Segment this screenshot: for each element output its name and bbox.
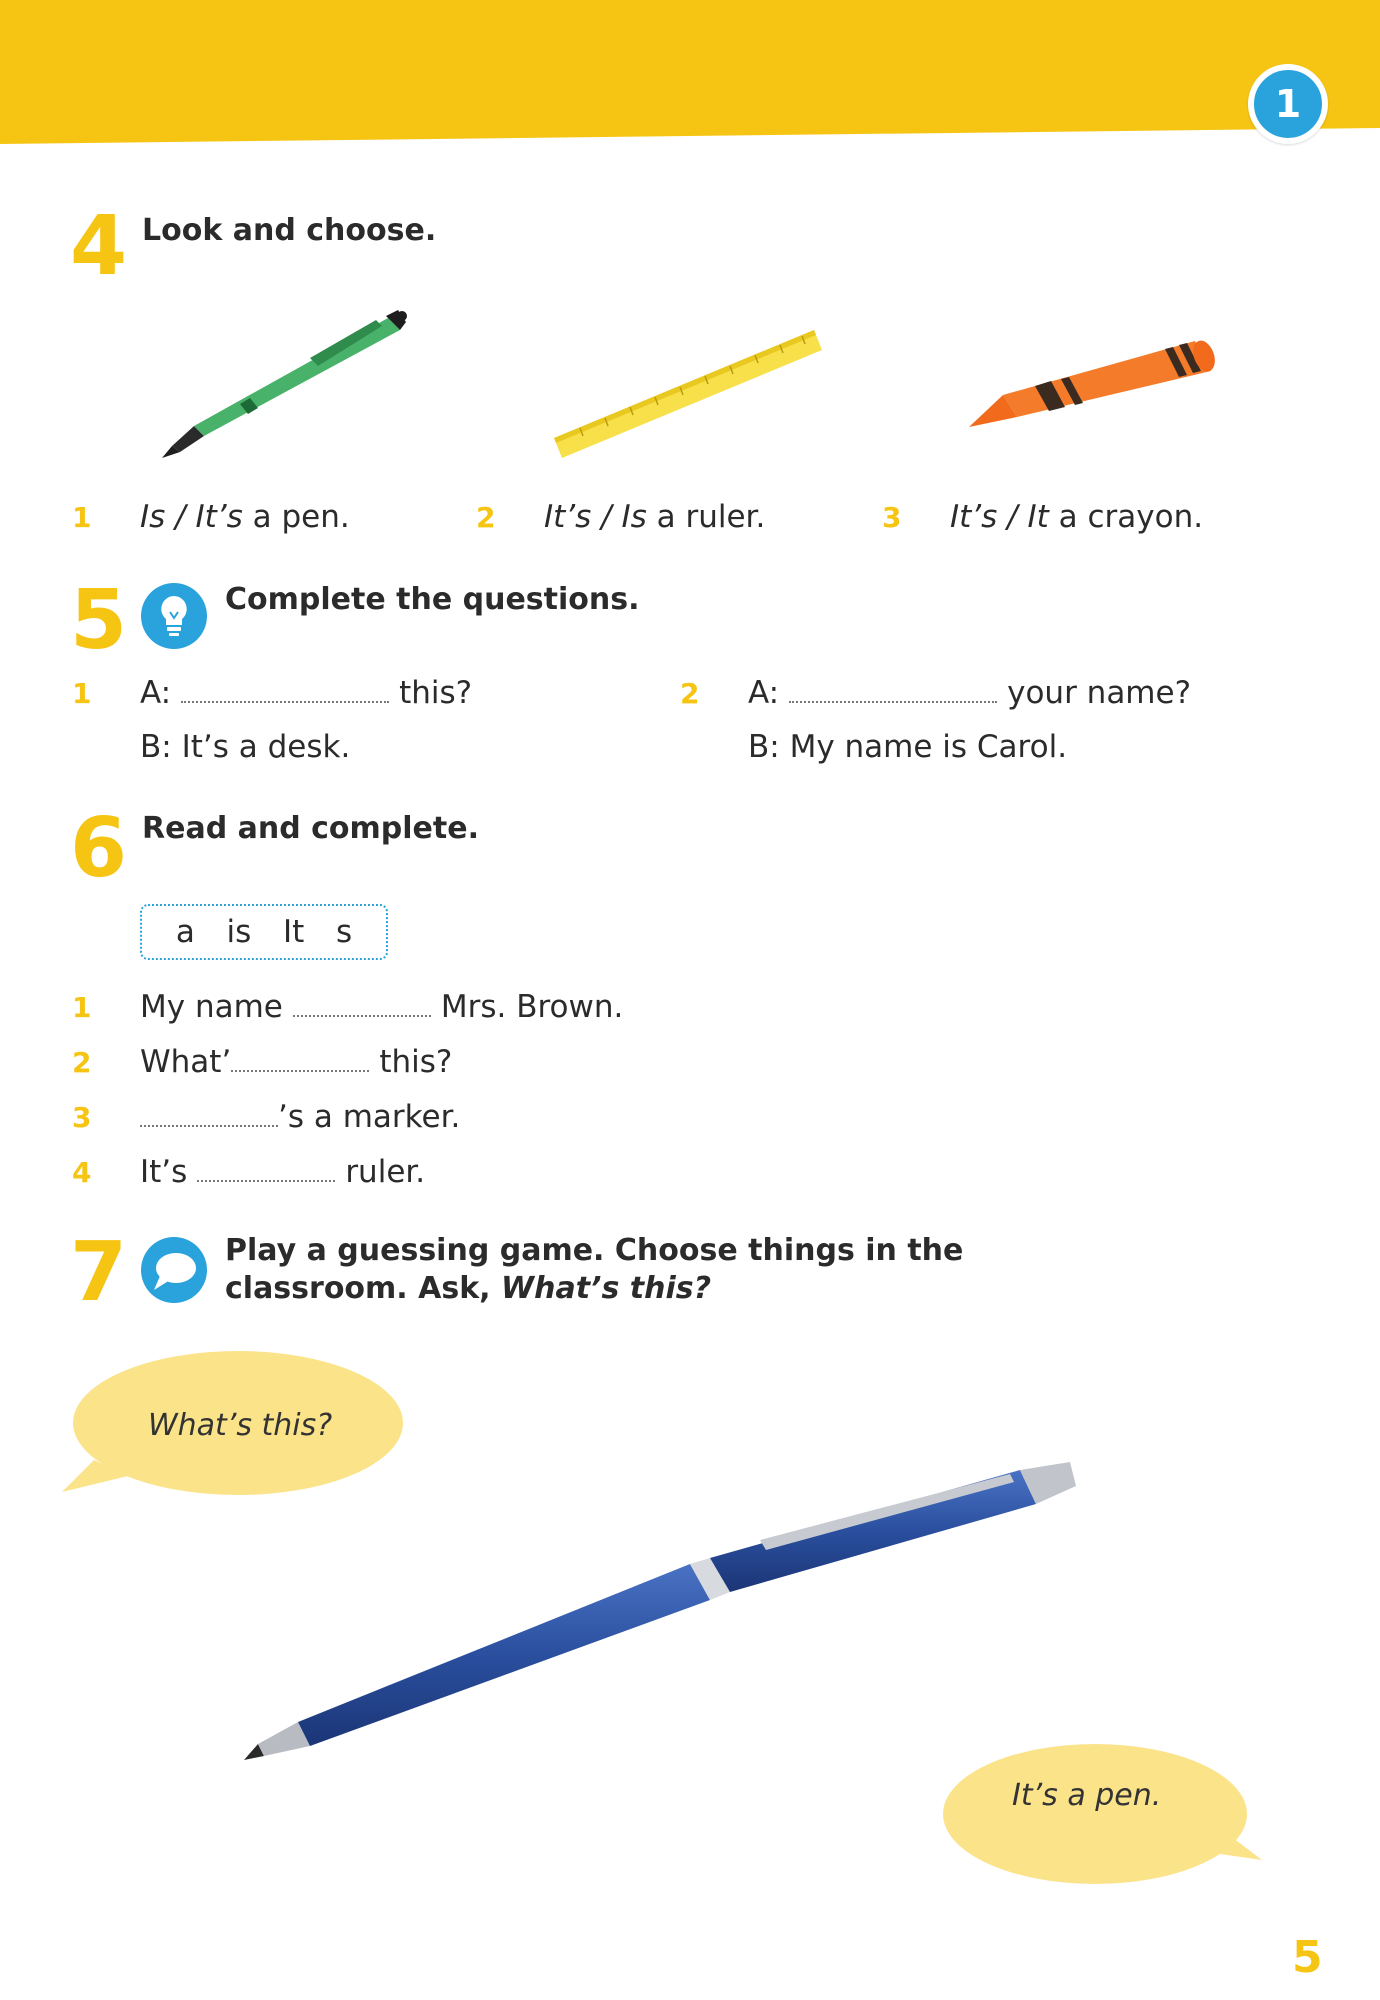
answer-blank[interactable] xyxy=(181,679,389,703)
word-bank-item: It xyxy=(282,914,305,950)
exercise-4-item-2: It’s / Is a ruler. xyxy=(544,499,766,535)
exercise-5-item-2-question: A: your name? xyxy=(748,675,1192,711)
answer-blank[interactable] xyxy=(231,1048,369,1072)
exercise-5-item-2-number: 2 xyxy=(680,677,700,710)
exercise-4-item-1-number: 1 xyxy=(72,501,92,534)
word-bank-item: s xyxy=(335,914,353,950)
choice-option-a[interactable]: It’s xyxy=(950,499,998,535)
exercise-7-number: 7 xyxy=(70,1225,128,1320)
orange-crayon-image xyxy=(965,325,1225,435)
word-bank-item: a xyxy=(175,914,195,950)
exercise-6-number: 6 xyxy=(70,801,128,896)
choice-option-b[interactable]: It’s xyxy=(195,499,243,535)
answer-blank[interactable] xyxy=(140,1103,278,1127)
answer-blank[interactable] xyxy=(789,679,997,703)
exercise-5-item-1-number: 1 xyxy=(72,677,92,710)
top-banner xyxy=(0,0,1380,148)
exercise-7-title: Play a guessing game. Choose things in the classroom. Ask, What’s this? xyxy=(225,1233,964,1306)
exercise-5-item-1-question: A: this? xyxy=(140,675,473,711)
exercise-6-item-1-number: 1 xyxy=(72,991,92,1024)
choice-option-a[interactable]: It’s xyxy=(544,499,592,535)
unit-badge: 1 xyxy=(1248,64,1328,144)
exercise-4-item-3-number: 3 xyxy=(882,501,902,534)
blue-pen-image xyxy=(240,1460,1080,1770)
exercise-4-number: 4 xyxy=(70,199,128,294)
page-number: 5 xyxy=(1292,1932,1323,1983)
word-bank-item: is xyxy=(226,914,252,950)
exercise-4-item-1: Is / It’s a pen. xyxy=(140,499,350,535)
question-bubble-text: What’s this? xyxy=(148,1408,333,1443)
exercise-5-item-2-answer: B: My name is Carol. xyxy=(748,729,1068,765)
exercise-4-item-2-number: 2 xyxy=(476,501,496,534)
exercise-5-title: Complete the questions. xyxy=(225,582,640,617)
exercise-5-item-1-answer: B: It’s a desk. xyxy=(140,729,351,765)
green-pen-image xyxy=(150,300,420,470)
exercise-6-item-4-number: 4 xyxy=(72,1156,92,1189)
exercise-6-item-2: What’ this? xyxy=(140,1044,453,1080)
speech-bubble-icon xyxy=(140,1236,208,1304)
exercise-6-item-3: ’s a marker. xyxy=(140,1102,460,1133)
exercise-6-item-1: My name Mrs. Brown. xyxy=(140,989,624,1025)
answer-bubble-text: It’s a pen. xyxy=(1012,1778,1162,1813)
answer-blank[interactable] xyxy=(197,1158,335,1182)
exercise-4-item-3: It’s / It a crayon. xyxy=(950,499,1204,535)
choice-option-b[interactable]: It xyxy=(1027,499,1049,535)
exercise-6-item-2-number: 2 xyxy=(72,1046,92,1079)
word-bank xyxy=(140,904,388,960)
exercise-5-number: 5 xyxy=(70,573,128,668)
exercise-6-item-4: It’s ruler. xyxy=(140,1154,426,1190)
exercise-6-title: Read and complete. xyxy=(142,811,479,846)
lightbulb-icon xyxy=(140,582,208,650)
choice-option-a[interactable]: Is xyxy=(140,499,166,535)
exercise-6-item-3-number: 3 xyxy=(72,1101,92,1134)
exercise-4-title: Look and choose. xyxy=(142,213,437,248)
yellow-ruler-image xyxy=(550,320,830,460)
choice-option-b[interactable]: Is xyxy=(621,499,647,535)
answer-blank[interactable] xyxy=(293,993,431,1017)
answer-speech-bubble xyxy=(940,1742,1270,1892)
